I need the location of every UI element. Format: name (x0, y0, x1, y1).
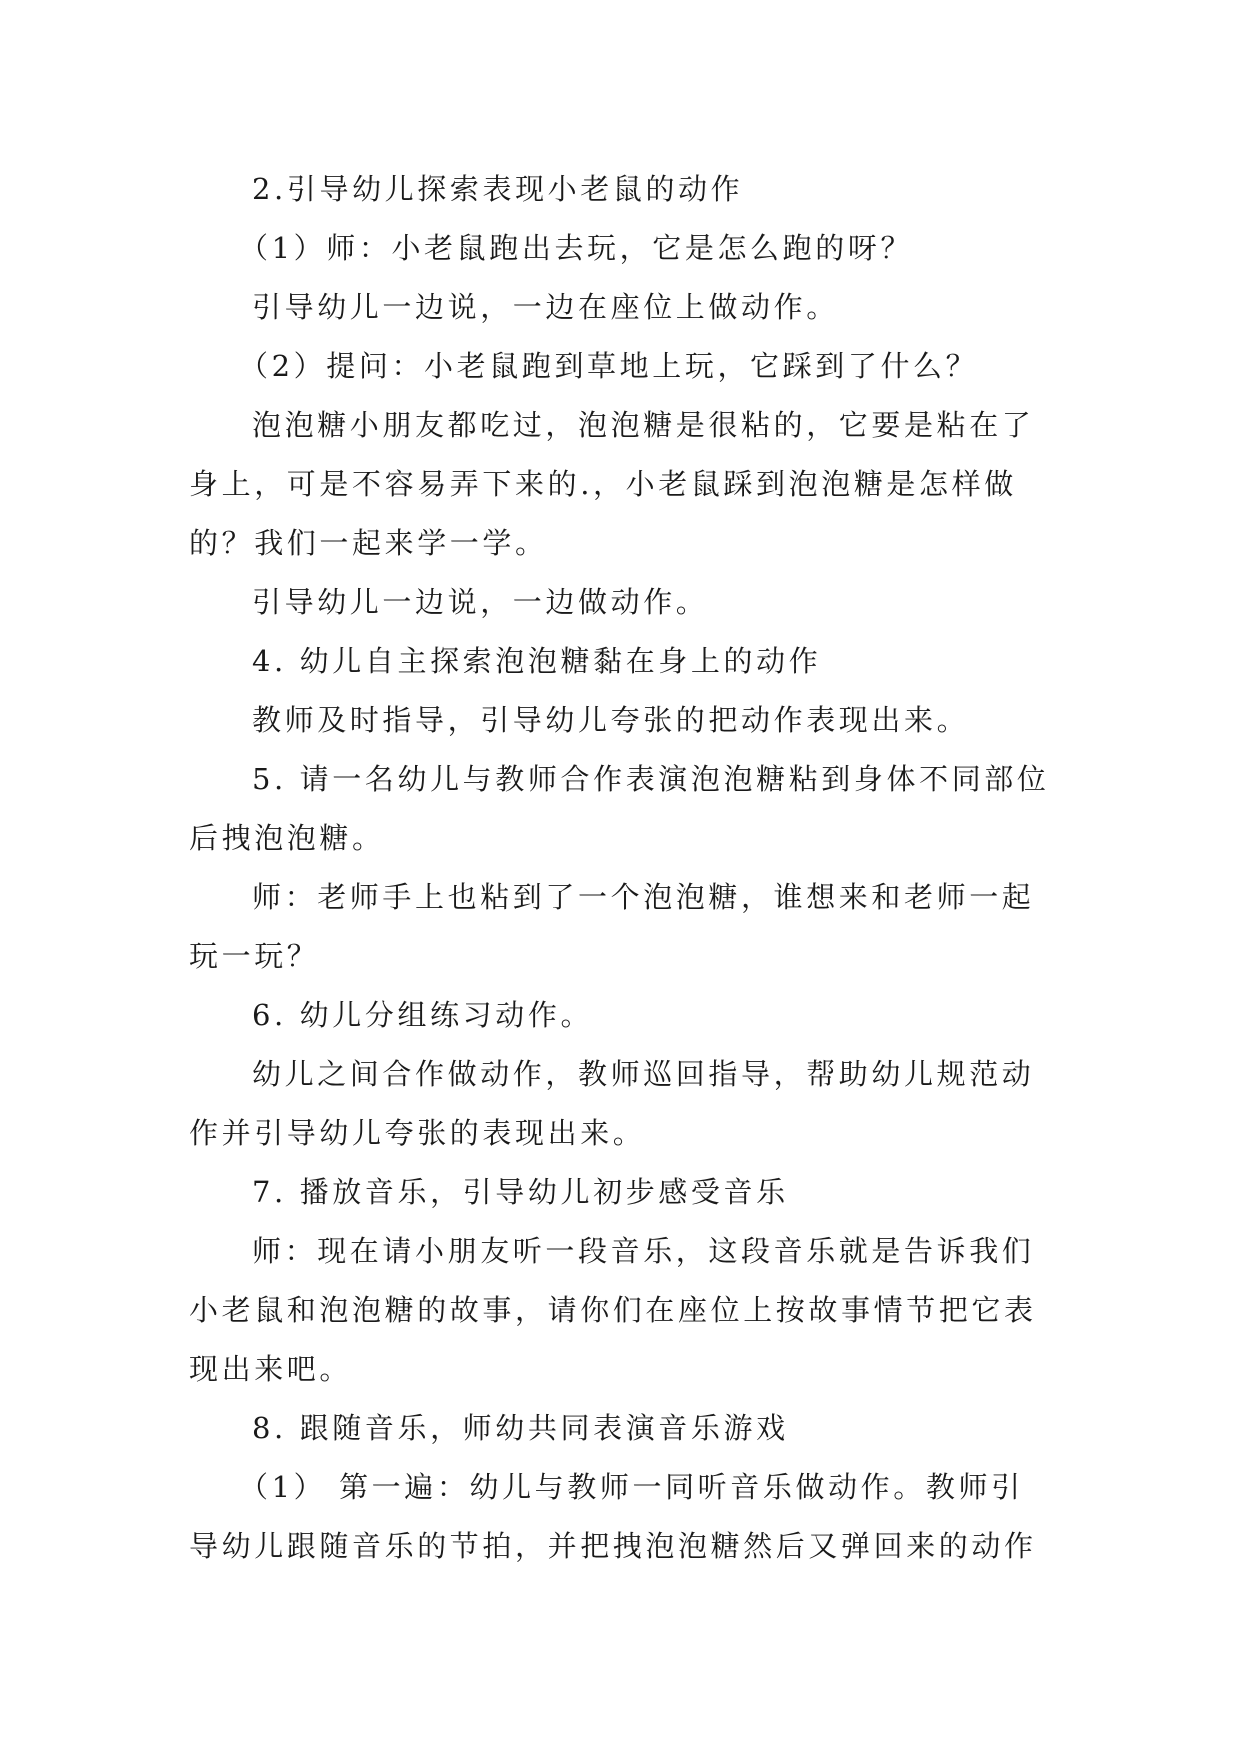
paragraph: 5. 请一名幼儿与教师合作表演泡泡糖粘到身体不同部位后拽泡泡糖。 (189, 762, 1050, 855)
paragraph: 引导幼儿一边说，一边做动作。 (252, 585, 709, 619)
paragraph: 师：现在请小朋友听一段音乐，这段音乐就是告诉我们小老鼠和泡泡糖的故事，请你们在座位上按故事情节把它表现出来吧。 (189, 1234, 1037, 1386)
paragraph: 6. 幼儿分组练习动作。 (252, 998, 594, 1032)
paragraph: （1） 第一遍：幼儿与教师一同听音乐做动作。教师引导幼儿跟随音乐的节拍，并把拽泡泡糖然后又弹回来的动作 (189, 1470, 1037, 1563)
paragraph: 幼儿之间合作做动作，教师巡回指导，帮助幼儿规范动作并引导幼儿夸张的表现出来。 (189, 1057, 1035, 1150)
paragraph: 7. 播放音乐，引导幼儿初步感受音乐 (252, 1175, 789, 1209)
paragraph: （1）师：小老鼠跑出去玩，它是怎么跑的呀？ (239, 231, 914, 265)
paragraph: 泡泡糖小朋友都吃过，泡泡糖是很粘的，它要是粘在了身上，可是不容易弄下来的.，小老鼠踩到泡泡糖是怎样做的？我们一起来学一学。 (189, 408, 1035, 560)
paragraph: 8. 跟随音乐，师幼共同表演音乐游戏 (252, 1411, 789, 1445)
paragraph: （2）提问：小老鼠跑到草地上玩，它踩到了什么？ (239, 349, 979, 383)
paragraph: 师：老师手上也粘到了一个泡泡糖，谁想来和老师一起玩一玩？ (189, 880, 1035, 973)
paragraph: 引导幼儿一边说，一边在座位上做动作。 (252, 290, 839, 324)
paragraph: 2.引导幼儿探索表现小老鼠的动作 (252, 172, 744, 206)
paragraph: 教师及时指导，引导幼儿夸张的把动作表现出来。 (252, 703, 970, 737)
document-body (189, 160, 1053, 1576)
paragraph: 4. 幼儿自主探索泡泡糖黏在身上的动作 (252, 644, 822, 678)
